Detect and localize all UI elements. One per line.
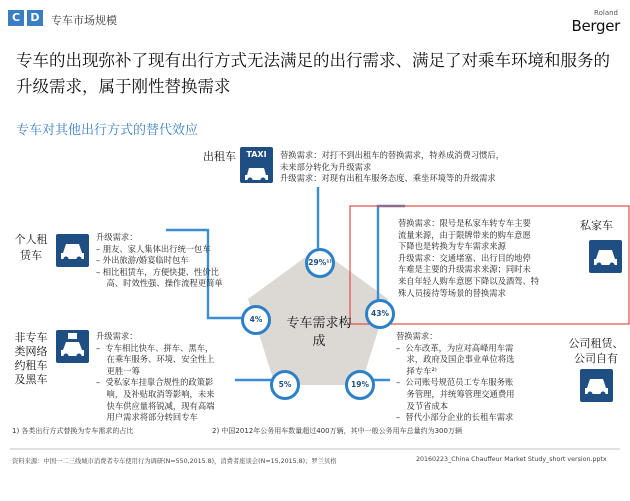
rental-line-1: 升级需求： [96, 232, 138, 242]
company-line-1: 替换需求： [396, 331, 438, 341]
rental-text [96, 232, 266, 290]
company-line-5: – 公司账号规范员工专车服务账 [396, 377, 514, 388]
taxi-icon [240, 147, 273, 183]
illegal-text [96, 331, 266, 424]
subheading: 专车对其他出行方式的替代效应 [16, 123, 199, 138]
headline: 专车的出现弥补了现有出行方式无法满足的出行需求、满足了对乘车环境和服务的升级需求，属于刚性替换需求 [16, 51, 610, 96]
car-shape [240, 162, 273, 182]
illegal-title: 非专车类网络约租车及黑车 [14, 331, 48, 386]
center-label: 专车需求构成 [286, 316, 352, 349]
logo-bottom: Berger [571, 17, 620, 35]
private-line-6: 来自年轻人购车意愿下降以及酒驾、特 [398, 275, 540, 286]
rental-title: 个人租赁车 [14, 233, 48, 262]
private-title: 私家车 [580, 219, 613, 232]
rental-line-3: – 外出旅游/婚宴临时包车 [96, 255, 189, 266]
illegal-line-5: – 受私家车挂靠合规性的政策影 [96, 377, 214, 388]
car-with-phone-shape [56, 330, 89, 363]
private-line-1: 替换需求：限号是私家车转专车主要 [398, 218, 531, 228]
illegal-line-3: 在乘车服务、环境、安全性上 [96, 354, 215, 365]
illegal-line-8: 用户需求将部分转回专车 [96, 412, 198, 423]
company-line-2: – 公车改革，为应对高峰用车需 [396, 342, 514, 353]
private-line-2: 流量来源，由于限牌带来的购车意愿 [398, 229, 531, 240]
company-text [396, 331, 566, 424]
taxi-icon-label: TAXI [246, 150, 267, 159]
company-title: 公司租赁、公司自有 [568, 337, 624, 365]
car-shape [580, 369, 613, 402]
rental-line-5: 高、时效性强、操作流程更简单 [96, 278, 223, 289]
rental-line-4: – 相比租赁车，方便快捷、性价比 [96, 266, 219, 277]
private-line-5: 车难是主要的升级需求来源；同时未 [398, 264, 531, 275]
section-tag-c: C [8, 10, 24, 26]
taxi-line-2: 未来部分转化为升级需求 [280, 161, 372, 172]
company-car-icon [580, 369, 613, 402]
illegal-line-4: 更胜一筹 [96, 365, 140, 376]
private-line-7: 殊人员接待等场景的替换需求 [398, 287, 506, 298]
logo-top: Roland [594, 9, 618, 17]
company-line-3: 求，政府及国企事业单位将选 [396, 354, 515, 365]
taxi-title: 出租车 [203, 150, 236, 163]
rental-car-icon [56, 234, 89, 267]
illegal-line-7: 快车供应量将锐减，现有高端 [96, 400, 215, 411]
private-line-3: 下降也是转换为专车需求来源 [398, 241, 506, 252]
footnote-1: 1) 各类出行方式替换为专车需求的占比 [12, 427, 134, 435]
company-line-7: 及节省成本 [396, 400, 449, 411]
section-title: 专车市场规模 [51, 14, 117, 27]
company-line-8: – 替代小部分企业的长租车需求 [396, 412, 514, 423]
illegal-line-2: – 专车相比快车、拼车、黑车， [96, 342, 214, 353]
rental-line-2: – 朋友、家人集体出行统一包车 [96, 243, 211, 254]
company-line-4: 择专车²⁾ [396, 365, 437, 376]
illegal-line-6: 响，及补贴取消等影响，未来 [96, 388, 215, 399]
pct-private: 43% [365, 299, 395, 329]
private-line-4: 升级需求：交通堵塞、出行目的地停 [398, 252, 531, 263]
pct-illegal: 5% [270, 370, 300, 400]
pct-company: 19% [345, 370, 375, 400]
car-shape [56, 234, 89, 267]
car-shape [589, 240, 622, 273]
footnote-2: 2) 中国2012年公务用车数量超过400万辆，其中一般公务用车总量约为300万辆 [212, 427, 462, 435]
file-reference: 20160223_China Chauffeur Market Study_short version.pptx [416, 456, 607, 463]
pct-taxi: 29%¹⁾ [305, 248, 335, 278]
private-text [398, 218, 578, 299]
taxi-line-1: 替换需求：对打不到出租车的替换需求，特养成消费习惯后， [280, 150, 505, 160]
source-note: 资料来源：中国一二三线城市消费者专车使用行为调研(N=550,2015.8)，消费者座谈会(N=15,2015.8)；罗兰贝格 [12, 458, 337, 465]
illegal-line-1: 升级需求： [96, 331, 138, 341]
company-line-6: 务管理，并统筹管理交通费用 [396, 388, 515, 399]
taxi-text [280, 150, 580, 185]
section-tag-d: D [27, 10, 43, 26]
private-car-icon [589, 240, 622, 273]
taxi-line-3: 升级需求：对现有出租车服务态度、乘坐环境等的升级需求 [280, 173, 496, 184]
illegal-car-icon [56, 330, 89, 363]
pct-rental: 4% [241, 305, 271, 335]
